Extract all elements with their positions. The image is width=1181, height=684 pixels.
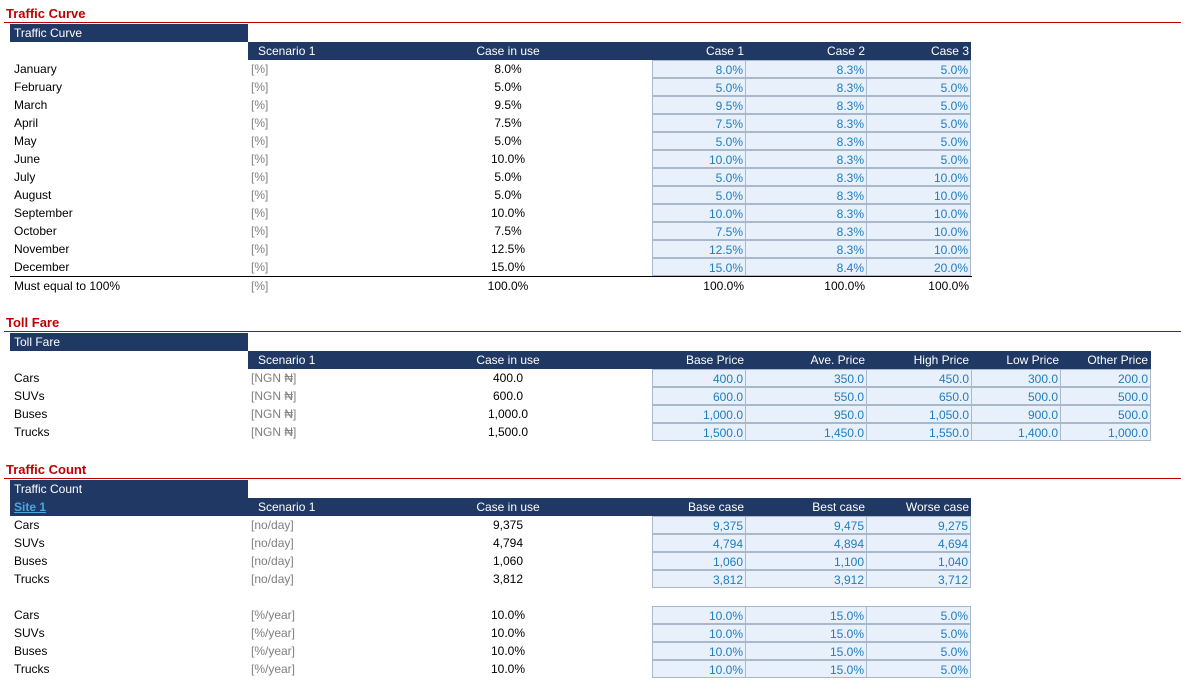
input-cell[interactable]: 550.0: [745, 387, 867, 405]
table-row: [0, 369, 1181, 387]
case-in-use-value: 10.0%: [490, 206, 526, 220]
input-cell[interactable]: 1,400.0: [971, 423, 1061, 441]
case-in-use-value: 7.5%: [494, 224, 522, 238]
row-unit: [no/day]: [251, 536, 294, 550]
input-cell[interactable]: 500.0: [971, 387, 1061, 405]
section-divider: [4, 331, 1181, 332]
input-cell[interactable]: 4,694: [866, 534, 971, 552]
row-unit: [%/year]: [251, 644, 296, 658]
row-unit: [%]: [251, 152, 269, 166]
input-cell[interactable]: 10.0%: [652, 204, 746, 222]
row-label: Cars: [14, 608, 40, 622]
row-unit: [%]: [251, 170, 269, 184]
header-case-in-use: Case in use: [476, 500, 540, 514]
row-unit: [%]: [251, 242, 269, 256]
row-label: Buses: [14, 554, 48, 568]
table-row: [0, 534, 1181, 552]
row-label: October: [14, 224, 57, 238]
row-label: September: [14, 206, 73, 220]
case-in-use-value: 10.0%: [490, 626, 526, 640]
case-in-use-value: 400.0: [492, 371, 524, 385]
input-cell[interactable]: 15.0%: [745, 642, 867, 660]
row-label: Trucks: [14, 662, 50, 676]
band-traffic-curve[interactable]: Traffic Curve: [10, 24, 248, 42]
row-unit: [%]: [251, 116, 269, 130]
table-row: [0, 570, 1181, 588]
input-cell[interactable]: 7.5%: [652, 114, 746, 132]
row-unit: [NGN ₦]: [251, 407, 297, 421]
row-label: Trucks: [14, 425, 50, 439]
row-unit: [%]: [251, 224, 269, 238]
header-other-price: Other Price: [1087, 353, 1148, 367]
row-unit: [NGN ₦]: [251, 389, 297, 403]
row-label: May: [14, 134, 37, 148]
header-worse-case: Worse case: [905, 500, 969, 514]
total-value: 100.0%: [928, 279, 969, 293]
input-cell[interactable]: 1,040: [866, 552, 971, 570]
input-cell[interactable]: 15.0%: [745, 606, 867, 624]
case-in-use-value: 4,794: [492, 536, 524, 550]
row-label: Cars: [14, 371, 40, 385]
case-in-use-value: 7.5%: [494, 116, 522, 130]
input-cell[interactable]: 8.3%: [745, 60, 867, 78]
case-in-use-value: 5.0%: [494, 134, 522, 148]
total-row: [0, 277, 1181, 295]
input-cell[interactable]: 3,912: [745, 570, 867, 588]
input-cell[interactable]: 5.0%: [866, 660, 971, 678]
row-unit: [%/year]: [251, 662, 296, 676]
section-title-toll-fare: Toll Fare: [6, 315, 60, 330]
row-label: SUVs: [14, 626, 45, 640]
total-value: 100.0%: [824, 279, 865, 293]
table-row: [0, 606, 1181, 624]
input-cell[interactable]: 15.0%: [745, 624, 867, 642]
input-cell[interactable]: 15.0%: [652, 258, 746, 276]
input-cell[interactable]: 8.3%: [745, 168, 867, 186]
total-value: 100.0%: [703, 279, 744, 293]
table-row: [0, 168, 1181, 186]
row-label: Must equal to 100%: [14, 279, 121, 293]
input-cell[interactable]: 12.5%: [652, 240, 746, 258]
row-unit: [%/year]: [251, 608, 296, 622]
table-row: [0, 552, 1181, 570]
header-scenario: Scenario 1: [258, 353, 316, 367]
table-row: [0, 516, 1181, 534]
row-unit: [%/year]: [251, 626, 296, 640]
case-in-use-value: 1,500.0: [487, 425, 529, 439]
input-cell[interactable]: 400.0: [652, 369, 746, 387]
row-unit: [no/day]: [251, 554, 294, 568]
input-cell[interactable]: 8.3%: [745, 186, 867, 204]
input-cell[interactable]: 7.5%: [652, 222, 746, 240]
table-row: [0, 660, 1181, 678]
row-label: January: [14, 62, 57, 76]
input-cell[interactable]: 5.0%: [866, 78, 971, 96]
header-base-price: Base Price: [685, 353, 744, 367]
row-label: August: [14, 188, 52, 202]
row-label: Cars: [14, 518, 40, 532]
header-best-case: Best case: [812, 500, 865, 514]
case-in-use-value: 5.0%: [494, 170, 522, 184]
header-high-price: High Price: [913, 353, 969, 367]
row-unit: [%]: [251, 62, 269, 76]
row-label: December: [14, 260, 70, 274]
row-label: Buses: [14, 407, 48, 421]
table-row: [0, 222, 1181, 240]
input-cell[interactable]: 8.3%: [745, 78, 867, 96]
table-row: [0, 387, 1181, 405]
traffic-curve-header: [248, 42, 971, 60]
input-cell[interactable]: 1,000.0: [1060, 423, 1151, 441]
input-cell[interactable]: 8.3%: [745, 240, 867, 258]
input-cell[interactable]: 8.3%: [745, 150, 867, 168]
row-label: July: [14, 170, 36, 184]
case-in-use-value: 9,375: [492, 518, 524, 532]
case-in-use-value: 10.0%: [490, 152, 526, 166]
header-case-in-use: Case in use: [476, 353, 540, 367]
input-cell[interactable]: 950.0: [745, 405, 867, 423]
input-cell[interactable]: 5.0%: [866, 60, 971, 78]
row-unit: [%]: [251, 206, 269, 220]
row-unit: [no/day]: [251, 518, 294, 532]
row-unit: [%]: [251, 80, 269, 94]
section-divider: [4, 22, 1181, 23]
table-row: [0, 150, 1181, 168]
input-cell[interactable]: 200.0: [1060, 369, 1151, 387]
table-row: [0, 405, 1181, 423]
input-cell[interactable]: 10.0%: [652, 150, 746, 168]
case-in-use-value: 5.0%: [494, 80, 522, 94]
case-in-use-value: 10.0%: [490, 662, 526, 676]
input-cell[interactable]: 450.0: [866, 369, 972, 387]
section-divider: [4, 478, 1181, 479]
table-row: [0, 204, 1181, 222]
section-title-traffic-curve: Traffic Curve: [6, 6, 86, 21]
table-row: [0, 60, 1181, 78]
input-cell[interactable]: 900.0: [971, 405, 1061, 423]
case-in-use-value: 9.5%: [494, 98, 522, 112]
table-row: [0, 240, 1181, 258]
row-label: February: [14, 80, 63, 94]
case-in-use-value: 1,000.0: [487, 407, 529, 421]
case-in-use-value: 600.0: [492, 389, 524, 403]
header-case-1: Case 1: [705, 44, 744, 58]
band-traffic-count[interactable]: Traffic Count: [10, 480, 248, 498]
case-in-use-value: 10.0%: [490, 644, 526, 658]
input-cell[interactable]: 9,375: [652, 516, 746, 534]
row-unit: [%]: [251, 134, 269, 148]
input-cell[interactable]: 1,100: [745, 552, 867, 570]
row-unit: [%]: [251, 279, 269, 293]
traffic-count-header: [10, 498, 971, 516]
input-cell[interactable]: 5.0%: [866, 114, 971, 132]
input-cell[interactable]: 5.0%: [866, 150, 971, 168]
header-low-price: Low Price: [1006, 353, 1059, 367]
table-row: [0, 642, 1181, 660]
table-row: [0, 96, 1181, 114]
input-cell[interactable]: 5.0%: [866, 642, 971, 660]
input-cell[interactable]: 10.0%: [652, 642, 746, 660]
toll-fare-header: [248, 351, 1151, 369]
row-unit: [%]: [251, 260, 269, 274]
input-cell[interactable]: 1,060: [652, 552, 746, 570]
input-cell[interactable]: 8.4%: [745, 258, 867, 276]
input-cell[interactable]: 5.0%: [652, 168, 746, 186]
input-cell[interactable]: 10.0%: [652, 660, 746, 678]
header-case-2: Case 2: [826, 44, 865, 58]
input-cell[interactable]: 9,475: [745, 516, 867, 534]
case-in-use-value: 10.0%: [490, 608, 526, 622]
table-row: [0, 132, 1181, 150]
header-scenario: Scenario 1: [258, 44, 316, 58]
input-cell[interactable]: 10.0%: [866, 168, 971, 186]
table-row: [0, 78, 1181, 96]
input-cell[interactable]: 5.0%: [652, 132, 746, 150]
input-cell[interactable]: 10.0%: [866, 186, 971, 204]
input-cell[interactable]: 20.0%: [866, 258, 971, 276]
row-unit: [%]: [251, 188, 269, 202]
input-cell[interactable]: 3,712: [866, 570, 971, 588]
row-unit: [no/day]: [251, 572, 294, 586]
row-label: March: [14, 98, 48, 112]
input-cell[interactable]: 15.0%: [745, 660, 867, 678]
input-cell[interactable]: 500.0: [1060, 405, 1151, 423]
row-label: SUVs: [14, 389, 45, 403]
case-in-use-value: 15.0%: [490, 260, 526, 274]
input-cell[interactable]: 4,894: [745, 534, 867, 552]
input-cell[interactable]: 5.0%: [866, 624, 971, 642]
row-label: November: [14, 242, 70, 256]
input-cell[interactable]: 8.3%: [745, 114, 867, 132]
input-cell[interactable]: 1,550.0: [866, 423, 972, 441]
table-row: [0, 186, 1181, 204]
input-cell[interactable]: 5.0%: [652, 186, 746, 204]
input-cell[interactable]: 10.0%: [866, 222, 971, 240]
input-cell[interactable]: 3,812: [652, 570, 746, 588]
row-unit: [NGN ₦]: [251, 371, 297, 385]
table-row: [0, 624, 1181, 642]
case-in-use-value: 100.0%: [487, 279, 529, 293]
case-in-use-value: 1,060: [492, 554, 524, 568]
row-unit: [NGN ₦]: [251, 425, 297, 439]
row-label: April: [14, 116, 39, 130]
header-scenario: Scenario 1: [258, 500, 316, 514]
input-cell[interactable]: 5.0%: [866, 96, 971, 114]
input-cell[interactable]: 8.0%: [652, 60, 746, 78]
input-cell[interactable]: 9.5%: [652, 96, 746, 114]
input-cell[interactable]: 350.0: [745, 369, 867, 387]
table-row: [0, 258, 1181, 276]
input-cell[interactable]: 5.0%: [866, 132, 971, 150]
case-in-use-value: 5.0%: [494, 188, 522, 202]
site-label[interactable]: Site 1: [14, 500, 47, 514]
input-cell[interactable]: 10.0%: [652, 606, 746, 624]
row-label: Buses: [14, 644, 48, 658]
row-label: SUVs: [14, 536, 45, 550]
input-cell[interactable]: 8.3%: [745, 204, 867, 222]
input-cell[interactable]: 500.0: [1060, 387, 1151, 405]
input-cell[interactable]: 1,000.0: [652, 405, 746, 423]
input-cell[interactable]: 650.0: [866, 387, 972, 405]
input-cell[interactable]: 10.0%: [866, 204, 971, 222]
case-in-use-value: 12.5%: [490, 242, 526, 256]
input-cell[interactable]: 1,450.0: [745, 423, 867, 441]
table-row: [0, 114, 1181, 132]
input-cell[interactable]: 10.0%: [866, 240, 971, 258]
input-cell[interactable]: 1,500.0: [652, 423, 746, 441]
header-case-3: Case 3: [930, 44, 969, 58]
input-cell[interactable]: 8.3%: [745, 96, 867, 114]
input-cell[interactable]: 4,794: [652, 534, 746, 552]
input-cell[interactable]: 300.0: [971, 369, 1061, 387]
band-toll-fare[interactable]: Toll Fare: [10, 333, 248, 351]
input-cell[interactable]: 5.0%: [652, 78, 746, 96]
row-label: June: [14, 152, 41, 166]
row-unit: [%]: [251, 98, 269, 112]
input-cell[interactable]: 5.0%: [866, 606, 971, 624]
header-case-in-use: Case in use: [476, 44, 540, 58]
row-label: Trucks: [14, 572, 50, 586]
case-in-use-value: 8.0%: [494, 62, 522, 76]
input-cell[interactable]: 9,275: [866, 516, 971, 534]
header-ave-price: Ave. Price: [810, 353, 865, 367]
input-cell[interactable]: 600.0: [652, 387, 746, 405]
table-row: [0, 423, 1181, 441]
section-title-traffic-count: Traffic Count: [6, 462, 87, 477]
case-in-use-value: 3,812: [492, 572, 524, 586]
input-cell[interactable]: 10.0%: [652, 624, 746, 642]
header-base-case: Base case: [687, 500, 744, 514]
input-cell[interactable]: 8.3%: [745, 132, 867, 150]
input-cell[interactable]: 8.3%: [745, 222, 867, 240]
input-cell[interactable]: 1,050.0: [866, 405, 972, 423]
